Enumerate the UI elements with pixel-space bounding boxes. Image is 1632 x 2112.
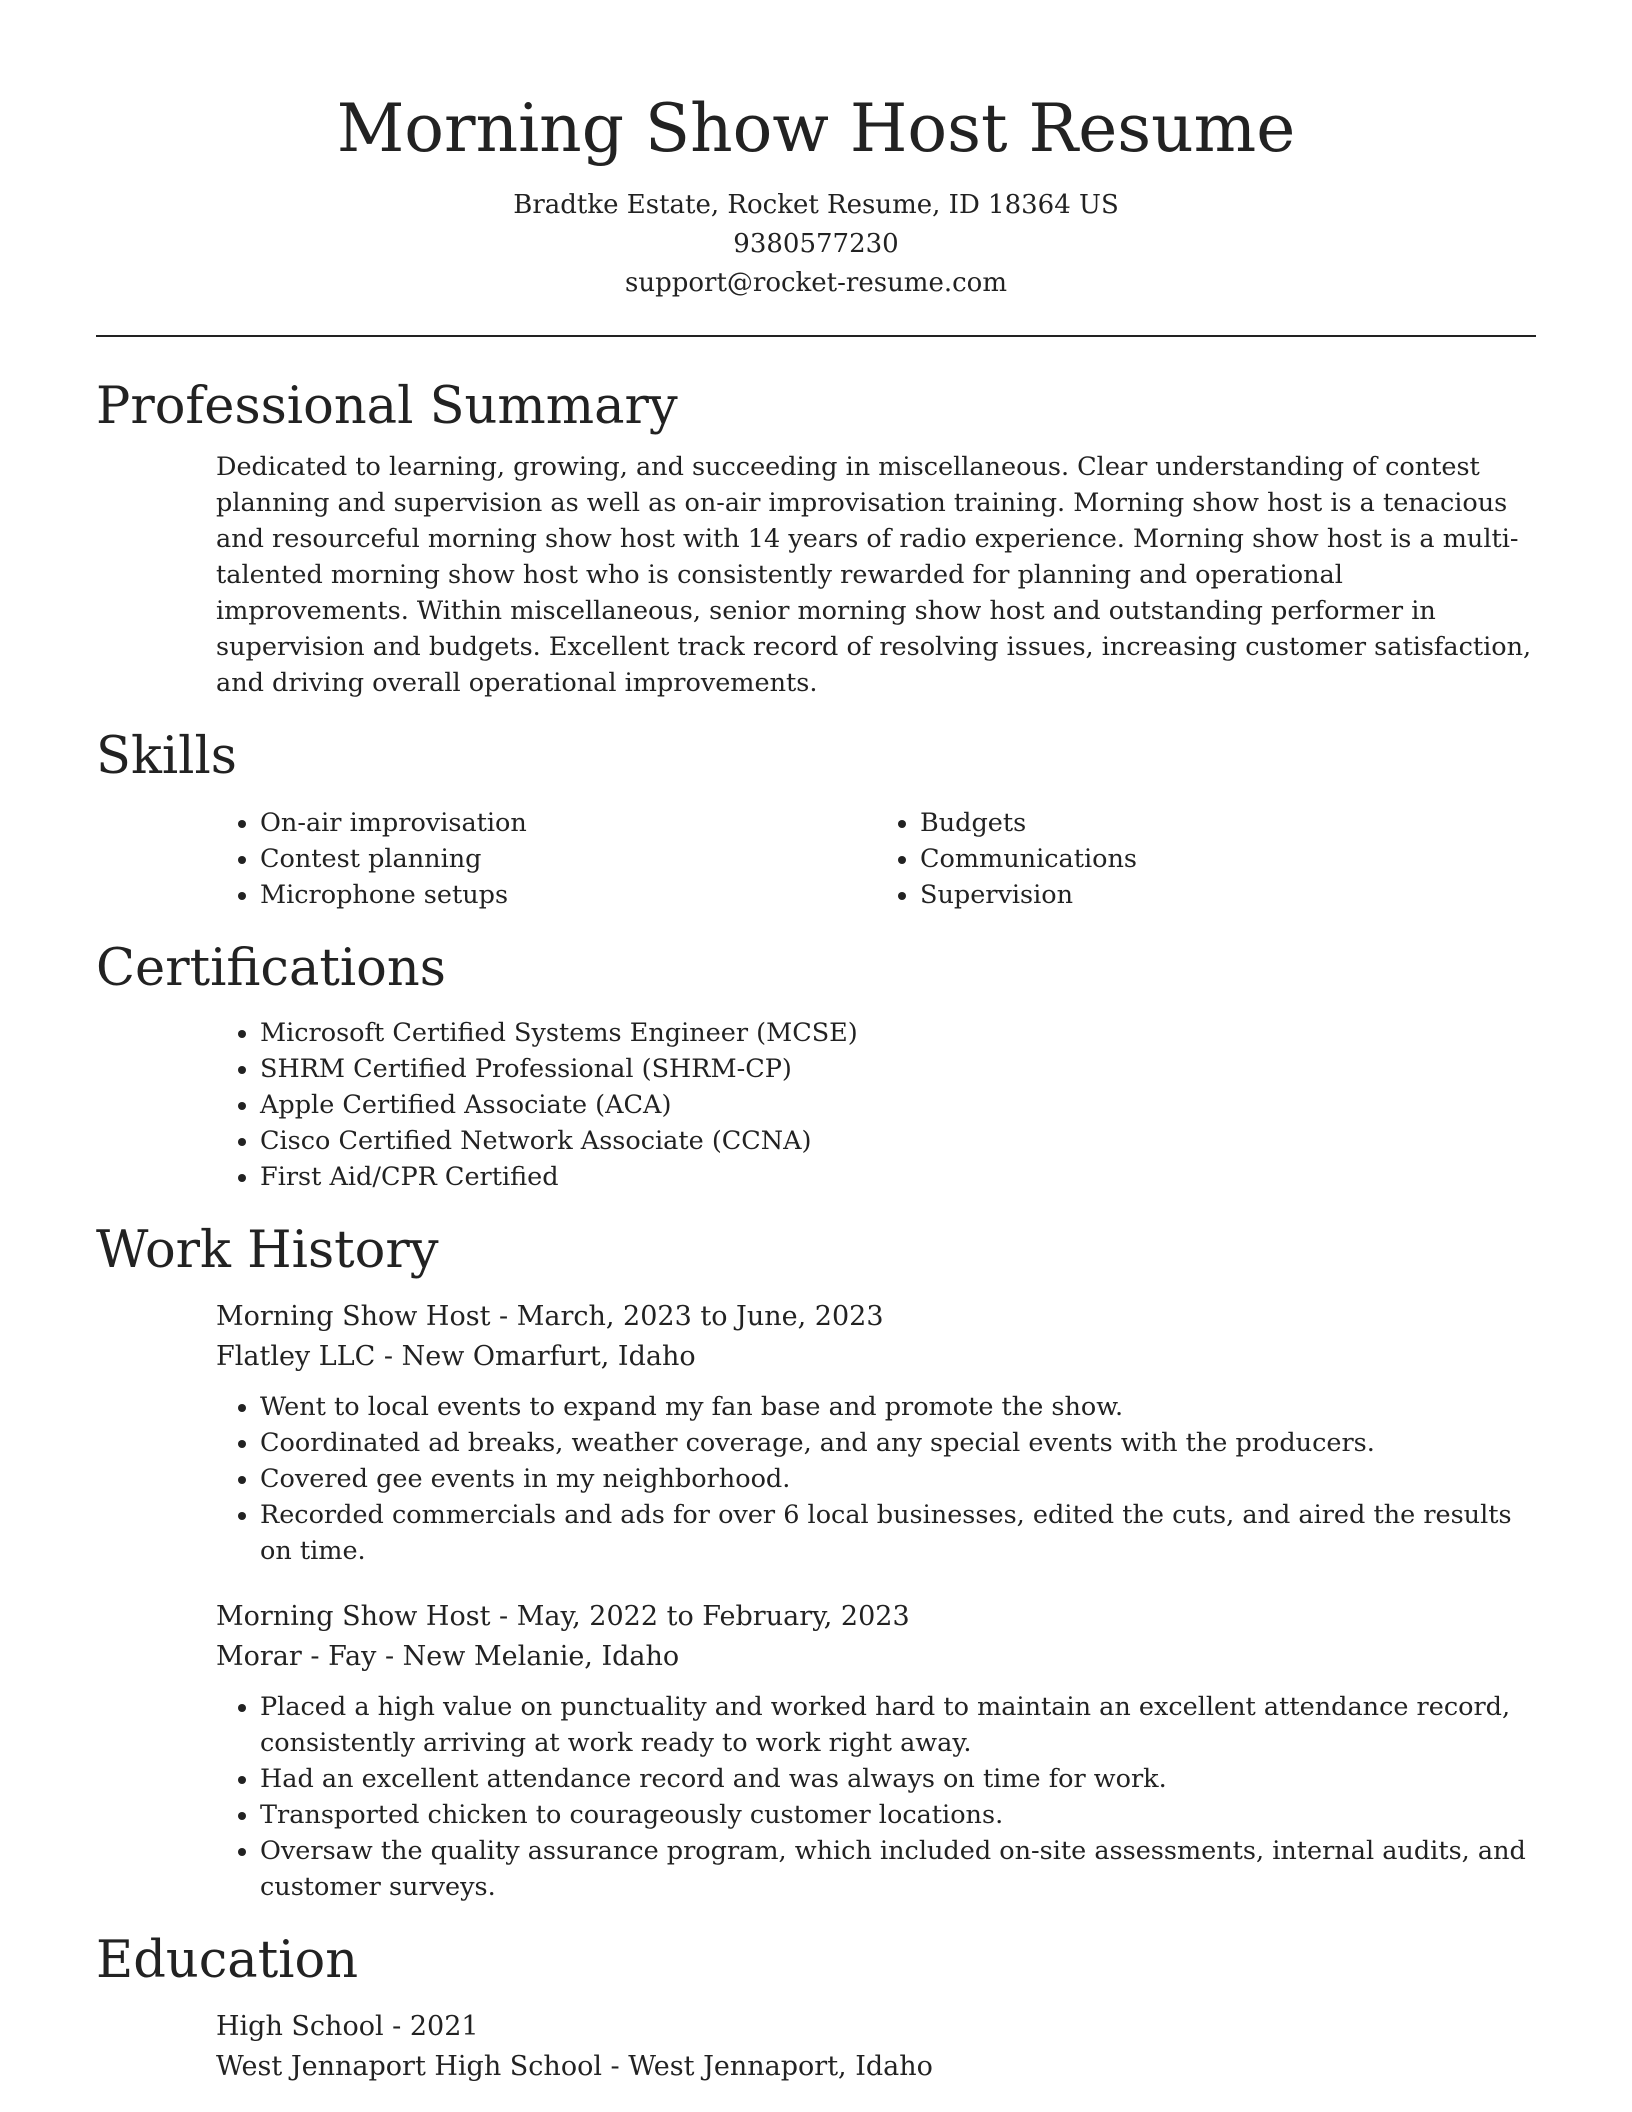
certification-item: • First Aid/CPR Certified xyxy=(260,1159,1536,1195)
skill-item: • On-air improvisation xyxy=(260,805,876,841)
job-title: Morning Show Host xyxy=(216,1301,491,1332)
job-bullet: • Placed a high value on punctuality and worked hard to maintain an excellent attendance record, consistently arriving at work ready to work right away. xyxy=(260,1689,1536,1761)
certifications-list xyxy=(216,1015,1536,1195)
contact-phone: 9380577230 xyxy=(733,229,899,259)
job-company-line xyxy=(216,1637,1536,1677)
certification-item: • Microsoft Certified Systems Engineer (MCSE) xyxy=(260,1015,1536,1051)
education-school-line xyxy=(216,2047,1536,2087)
skill-item: • Contest planning xyxy=(260,841,876,877)
work-history-heading: Work History xyxy=(96,1221,439,1280)
job-bullets xyxy=(216,1389,1536,1569)
job-bullet: • Transported chicken to courageously customer locations. xyxy=(260,1797,1536,1833)
summary-section xyxy=(96,375,1536,701)
job-title: Morning Show Host xyxy=(216,1601,491,1632)
skills-column-left xyxy=(216,805,876,913)
skills-section xyxy=(96,725,1536,913)
job-bullet: • Had an excellent attendance record and was always on time for work. xyxy=(260,1761,1536,1797)
skills-column-right xyxy=(876,805,1536,913)
education-year: - 2021 xyxy=(383,2011,479,2042)
skill-item: • Supervision xyxy=(920,877,1536,913)
education-degree: High School xyxy=(216,2011,384,2042)
resume-title: Morning Show Host Resume xyxy=(336,90,1296,167)
summary-text: Dedicated to learning, growing, and succeeding in miscellaneous. Clear understanding of contest planning and supervision as well as on-air improvisation training. Morning show host is a tenacious and resourceful morning show host with 14 years of radio experience. Morning show host is a multi-talented morning show host who is consistently rewarded for planning and operational improvements. Within miscellaneous, senior morning show host and outstanding performer in supervision and budgets. Excellent track record of resolving issues, increasing customer satisfaction, and driving overall operational improvements. xyxy=(216,452,1532,698)
job-bullet: • Oversaw the quality assurance program, which included on-site assessments, internal audits, and customer surveys. xyxy=(260,1833,1536,1905)
education-heading: Education xyxy=(96,1931,359,1990)
job-bullet: • Recorded commercials and ads for over 6 local businesses, edited the cuts, and aired the results on time. xyxy=(260,1497,1536,1569)
education-entry xyxy=(216,2007,1536,2087)
header-divider xyxy=(96,335,1536,337)
skill-item: • Budgets xyxy=(920,805,1536,841)
job-title-line xyxy=(216,1597,1536,1637)
skill-item: • Communications xyxy=(920,841,1536,877)
contact-info xyxy=(96,186,1536,303)
certifications-section xyxy=(96,937,1536,1195)
work-history-section xyxy=(96,1219,1536,1905)
skill-item: • Microphone setups xyxy=(260,877,876,913)
contact-address: Bradtke Estate, Rocket Resume, ID 18364 US xyxy=(513,190,1119,220)
job-location: - New Melanie, Idaho xyxy=(376,1641,680,1672)
certification-item: • Cisco Certified Network Associate (CCNA) xyxy=(260,1123,1536,1159)
job-company: Flatley LLC xyxy=(216,1341,376,1372)
job-company: Morar - Fay xyxy=(216,1641,377,1672)
education-section xyxy=(96,1929,1536,2087)
job-bullet: • Went to local events to expand my fan base and promote the show. xyxy=(260,1389,1536,1425)
job-title-line xyxy=(216,1297,1536,1337)
job-entry xyxy=(216,1597,1536,1905)
job-company-line xyxy=(216,1337,1536,1377)
job-bullet: • Covered gee events in my neighborhood. xyxy=(260,1461,1536,1497)
job-dates: - March, 2023 to June, 2023 xyxy=(490,1301,884,1332)
education-school: West Jennaport High School xyxy=(216,2051,602,2082)
contact-email: support@rocket-resume.com xyxy=(624,268,1007,298)
skills-list xyxy=(216,805,1536,913)
summary-heading: Professional Summary xyxy=(96,377,678,436)
job-bullets xyxy=(216,1689,1536,1905)
job-location: - New Omarfurt, Idaho xyxy=(375,1341,696,1372)
certification-item: • Apple Certified Associate (ACA) xyxy=(260,1087,1536,1123)
job-bullet: • Coordinated ad breaks, weather coverage, and any special events with the producers. xyxy=(260,1425,1536,1461)
education-degree-line xyxy=(216,2007,1536,2047)
certification-item: • SHRM Certified Professional (SHRM-CP) xyxy=(260,1051,1536,1087)
resume-header xyxy=(96,0,1536,303)
job-entry xyxy=(216,1297,1536,1569)
certifications-heading: Certifications xyxy=(96,939,446,998)
skills-heading: Skills xyxy=(96,727,237,786)
education-location: - West Jennaport, Idaho xyxy=(601,2051,933,2082)
job-dates: - May, 2022 to February, 2023 xyxy=(490,1601,910,1632)
